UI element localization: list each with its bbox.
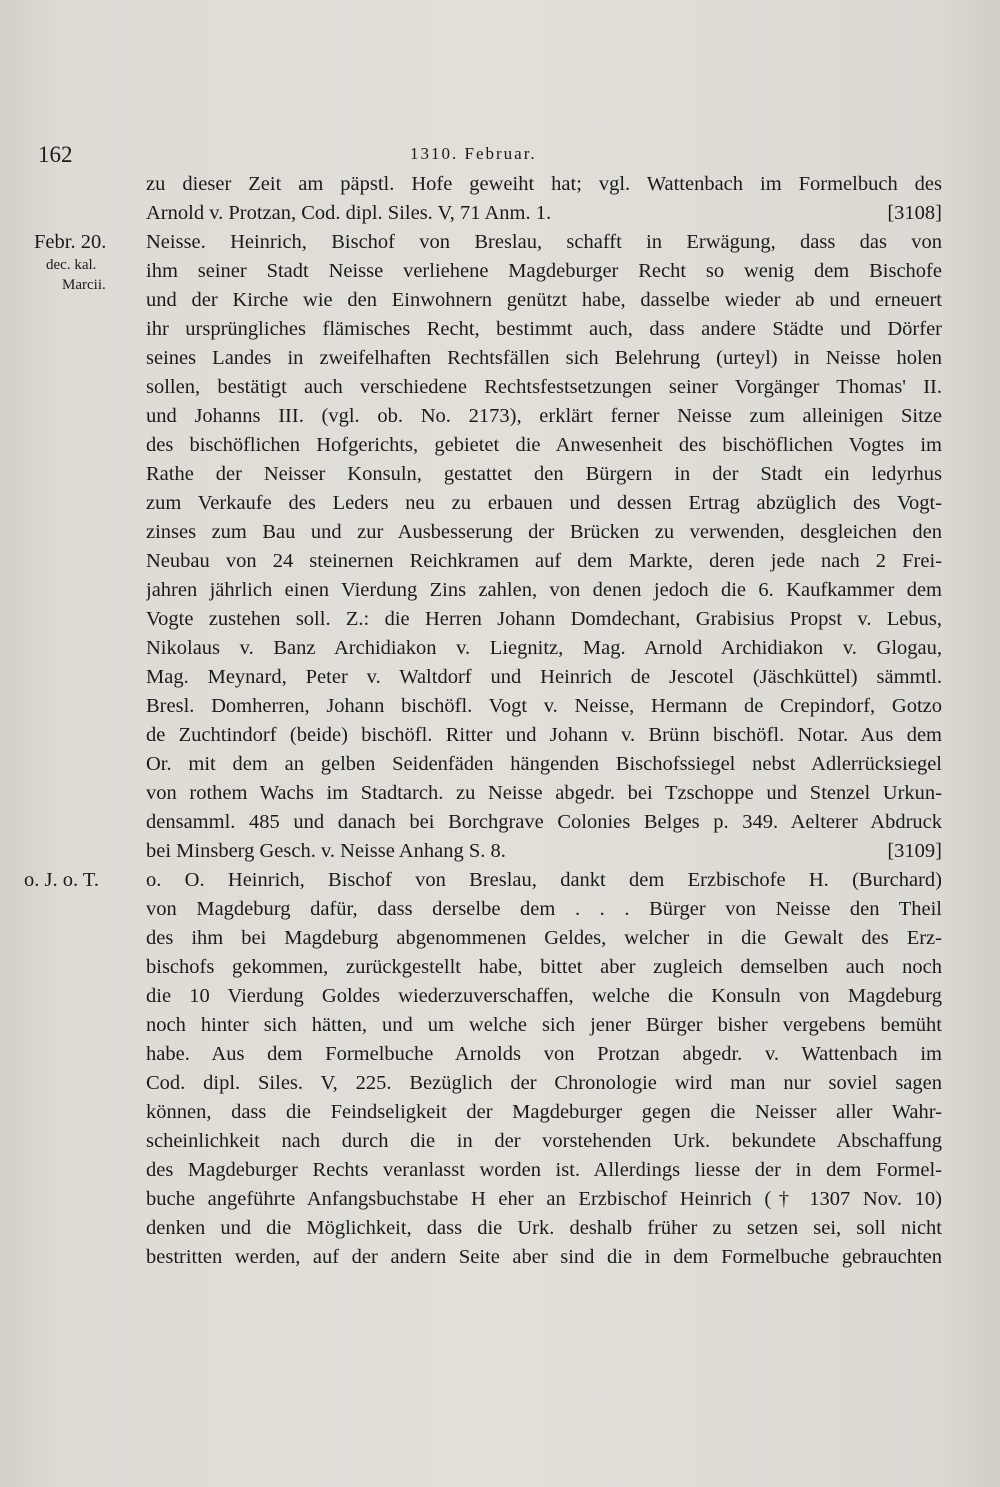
- page-number: 162: [38, 142, 73, 167]
- text-line: Neubau von 24 steinernen Reichkramen auf dem Markte, deren jede nach 2 Frei-: [146, 550, 942, 572]
- text-line: Febr. 20. Neisse. Heinrich, Bischof von Breslau, schafft in Erwägung, dass das von: [0, 228, 1000, 257]
- text-line: zu dieser Zeit am päpstl. Hofe geweiht hat; vgl. Wattenbach im Formelbuch des: [146, 173, 942, 195]
- text-line: des ihm bei Magdeburg abgenommenen Geldes, welcher in die Gewalt des Erz-: [146, 927, 942, 949]
- text-line: de Zuchtindorf (beide) bischöfl. Ritter und Johann v. Brünn bischöfl. Notar. Aus dem: [146, 724, 942, 746]
- text-line: habe. Aus dem Formelbuche Arnolds von Protzan abgedr. v. Wattenbach im: [146, 1043, 942, 1065]
- text-line: dec. kal. Marcii. ihm seiner Stadt Neisse verliehene Magdeburger Recht so wenig dem Bischofe: [0, 257, 1000, 286]
- text-line: bischofs gekommen, zurückgestellt habe, bittet aber zugleich demselben auch noch: [146, 956, 942, 978]
- text-line: scheinlichkeit nach durch die in der vorstehenden Urk. bekundete Abschaffung: [146, 1130, 942, 1152]
- margin-dating: dec. kal.: [46, 257, 97, 273]
- text-line: denken und die Möglichkeit, dass die Urk. deshalb früher zu setzen sei, soll nicht: [146, 1217, 942, 1239]
- document-number: [3109]: [887, 840, 942, 862]
- text-line: Cod. dipl. Siles. V, 225. Bezüglich der Chronologie wird man nur soviel sagen: [146, 1072, 942, 1094]
- margin-date: Febr. 20.: [34, 231, 107, 253]
- text-line: jahren jährlich einen Vierdung Zins zahlen, von denen jedoch die 6. Kaufkammer dem: [146, 579, 942, 601]
- text-line: Vogte zustehen soll. Z.: die Herren Johann Domdechant, Grabisius Propst v. Lebus,: [146, 608, 942, 630]
- text-line: bestritten werden, auf der andern Seite aber sind die in dem Formelbuche gebrauchten: [146, 1246, 942, 1268]
- text-line: und Johanns III. (vgl. ob. No. 2173), erklärt ferner Neisse zum alleinigen Sitze: [146, 405, 942, 427]
- text-line: von Magdeburg dafür, dass derselbe dem . . . Bürger von Neisse den Theil: [146, 898, 942, 920]
- text-line: o. J. o. T. o. O. Heinrich, Bischof von Breslau, dankt dem Erzbischofe H. (Burchard): [0, 866, 1000, 895]
- text-line: Arnold v. Protzan, Cod. dipl. Siles. V, 71 Anm. 1. [3108]: [0, 199, 1000, 228]
- running-header: [0, 140, 1000, 170]
- text-line: noch hinter sich hätten, und um welche sich jener Bürger bisher vergebens bemüht: [146, 1014, 942, 1036]
- text-line: zum Verkaufe des Leders neu zu erbauen und dessen Ertrag abzüglich des Vogt-: [146, 492, 942, 514]
- text-line: densamml. 485 und danach bei Borchgrave Colonies Belges p. 349. Aelterer Abdruck: [146, 811, 942, 833]
- text-line: des bischöflichen Hofgerichts, gebietet die Anwesenheit des bischöflichen Vogtes im: [146, 434, 942, 456]
- text-line: seines Landes in zweifelhaften Rechtsfällen sich Belehrung (urteyl) in Neisse holen: [146, 347, 942, 369]
- text-line: Nikolaus v. Banz Archidiakon v. Liegnitz, Mag. Arnold Archidiakon v. Glogau,: [146, 637, 942, 659]
- text-line: Or. mit dem an gelben Seidenfäden hängenden Bischofssiegel nebst Adlerrücksiegel: [146, 753, 942, 775]
- margin-dating: Marcii.: [62, 277, 106, 293]
- document-number: [3108]: [887, 202, 942, 224]
- text-line: Mag. Meynard, Peter v. Waltdorf und Heinrich de Jescotel (Jäschküttel) sämmtl.: [146, 666, 942, 688]
- text-line: von rothem Wachs im Stadtarch. zu Neisse abgedr. bei Tzschoppe und Stenzel Urkun-: [146, 782, 942, 804]
- text-line: Bresl. Domherren, Johann bischöfl. Vogt v. Neisse, Hermann de Crepindorf, Gotzo: [146, 695, 942, 717]
- running-title: 1310. Februar.: [410, 144, 537, 163]
- text-line: Rathe der Neisser Konsuln, gestattet den Bürgern in der Stadt ein ledyrhus: [146, 463, 942, 485]
- text-line: buche angeführte Anfangsbuchstabe H eher an Erzbischof Heinrich († 1307 Nov. 10): [146, 1188, 942, 1210]
- document-body: [0, 170, 1000, 1272]
- text-line: des Magdeburger Rechts veranlasst worden ist. Allerdings liesse der in dem Formel-: [146, 1159, 942, 1181]
- text-line: sollen, bestätigt auch verschiedene Rechtsfestsetzungen seiner Vorgänger Thomas' II.: [146, 376, 942, 398]
- margin-date: o. J. o. T.: [24, 869, 99, 891]
- text-line: bei Minsberg Gesch. v. Neisse Anhang S. 8. [3109]: [0, 837, 1000, 866]
- text-line: die 10 Vierdung Goldes wiederzuverschaffen, welche die Konsuln von Magdeburg: [146, 985, 942, 1007]
- text-line: und der Kirche wie den Einwohnern genützt habe, dasselbe wieder ab und erneuert: [146, 289, 942, 311]
- text-line: zinses zum Bau und zur Ausbesserung der Brücken zu verwenden, desgleichen den: [146, 521, 942, 543]
- text-line: können, dass die Feindseligkeit der Magdeburger gegen die Neisser aller Wahr-: [146, 1101, 942, 1123]
- text-line: ihr ursprüngliches flämisches Recht, bestimmt auch, dass andere Städte und Dörfer: [146, 318, 942, 340]
